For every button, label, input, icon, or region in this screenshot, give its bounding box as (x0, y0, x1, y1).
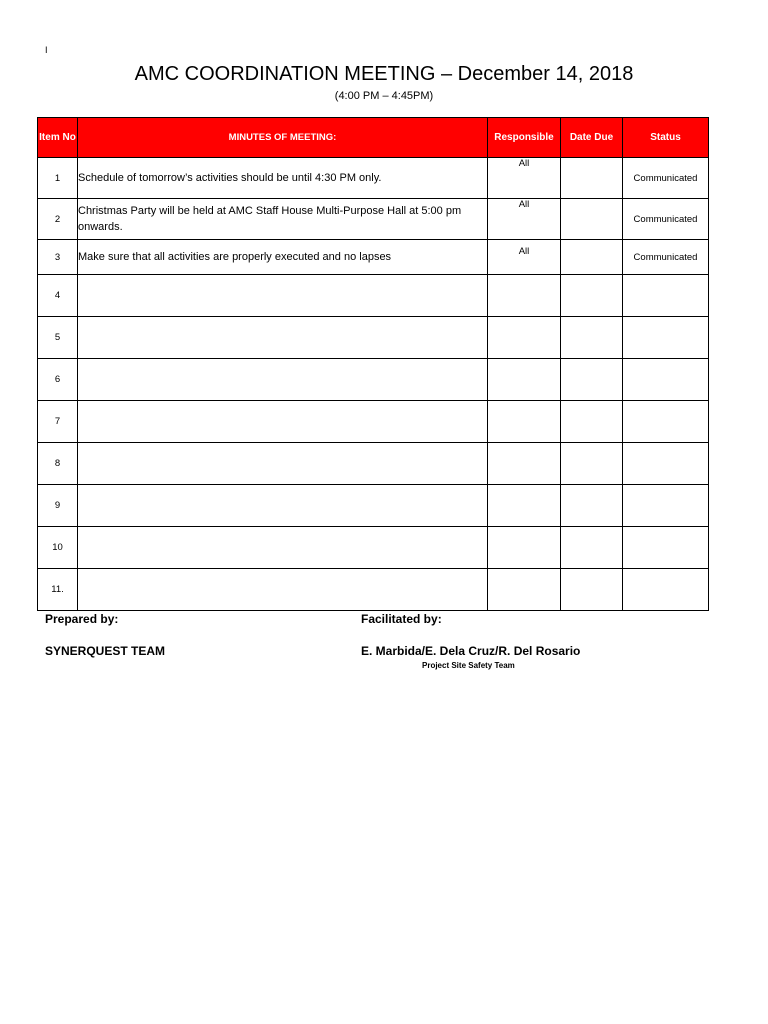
date-due-cell (561, 275, 623, 317)
header-minutes: MINUTES OF MEETING: (78, 118, 488, 158)
header-status: Status (623, 118, 709, 158)
responsible-cell (488, 275, 561, 317)
header-date-due: Date Due (561, 118, 623, 158)
item-number: 3 (38, 240, 78, 275)
document-title: AMC COORDINATION MEETING – December 14, 2018 (134, 63, 634, 85)
date-due-cell (561, 527, 623, 569)
date-due-cell (561, 401, 623, 443)
date-due-cell (561, 485, 623, 527)
table-row (38, 275, 709, 317)
responsible-cell (488, 527, 561, 569)
table-row (38, 569, 709, 611)
minutes-text (78, 527, 488, 569)
table-row (38, 401, 709, 443)
item-number: 5 (38, 317, 78, 359)
date-due-cell (561, 199, 623, 240)
status-cell (623, 359, 709, 401)
responsible-cell (488, 443, 561, 485)
minutes-text (78, 485, 488, 527)
prepared-by-label: Prepared by: (45, 612, 119, 626)
minutes-table (37, 117, 709, 611)
status-cell (623, 527, 709, 569)
date-due-cell (561, 240, 623, 275)
table-row (38, 199, 709, 240)
responsible-cell (488, 569, 561, 611)
minutes-text (78, 317, 488, 359)
status-cell (623, 401, 709, 443)
table-row (38, 443, 709, 485)
status-cell: Communicated (623, 199, 709, 240)
header-responsible: Responsible (488, 118, 561, 158)
responsible-cell (488, 317, 561, 359)
status-cell: Communicated (623, 240, 709, 275)
item-number: 11. (38, 569, 78, 611)
minutes-text (78, 443, 488, 485)
minutes-text: Schedule of tomorrow’s activities should be until 4:30 PM only. (78, 158, 488, 199)
facilitated-by-label: Facilitated by: (361, 612, 442, 626)
date-due-cell (561, 317, 623, 359)
minutes-text (78, 401, 488, 443)
status-cell (623, 317, 709, 359)
minutes-text: Christmas Party will be held at AMC Staff House Multi-Purpose Hall at 5:00 pm onwards. (78, 199, 488, 240)
item-number: 10 (38, 527, 78, 569)
header-item-no: Item No (38, 118, 78, 158)
table-row (38, 240, 709, 275)
minutes-text (78, 275, 488, 317)
responsible-cell (488, 401, 561, 443)
table-header-row (38, 118, 709, 158)
status-cell (623, 443, 709, 485)
responsible-cell: All (488, 199, 561, 240)
table-row (38, 317, 709, 359)
table-row (38, 359, 709, 401)
date-due-cell (561, 158, 623, 199)
prepared-by-value: SYNERQUEST TEAM (45, 644, 166, 658)
facilitator-team: Project Site Safety Team (422, 661, 515, 670)
responsible-cell (488, 359, 561, 401)
date-due-cell (561, 443, 623, 485)
table-row (38, 158, 709, 199)
table-row (38, 485, 709, 527)
status-cell (623, 275, 709, 317)
item-number: 6 (38, 359, 78, 401)
responsible-cell (488, 485, 561, 527)
item-number: 4 (38, 275, 78, 317)
status-cell (623, 485, 709, 527)
table-row (38, 527, 709, 569)
item-number: 2 (38, 199, 78, 240)
status-cell (623, 569, 709, 611)
responsible-cell: All (488, 158, 561, 199)
item-number: 7 (38, 401, 78, 443)
date-due-cell (561, 569, 623, 611)
minutes-text (78, 359, 488, 401)
item-number: 1 (38, 158, 78, 199)
item-number: 9 (38, 485, 78, 527)
minutes-text (78, 569, 488, 611)
minutes-text: Make sure that all activities are properly executed and no lapses (78, 240, 488, 275)
date-due-cell (561, 359, 623, 401)
status-cell: Communicated (623, 158, 709, 199)
responsible-cell: All (488, 240, 561, 275)
meeting-time: (4:00 PM – 4:45PM) (334, 90, 434, 102)
corner-mark: I (45, 45, 48, 55)
item-number: 8 (38, 443, 78, 485)
facilitated-by-value: E. Marbida/E. Dela Cruz/R. Del Rosario (361, 644, 581, 658)
